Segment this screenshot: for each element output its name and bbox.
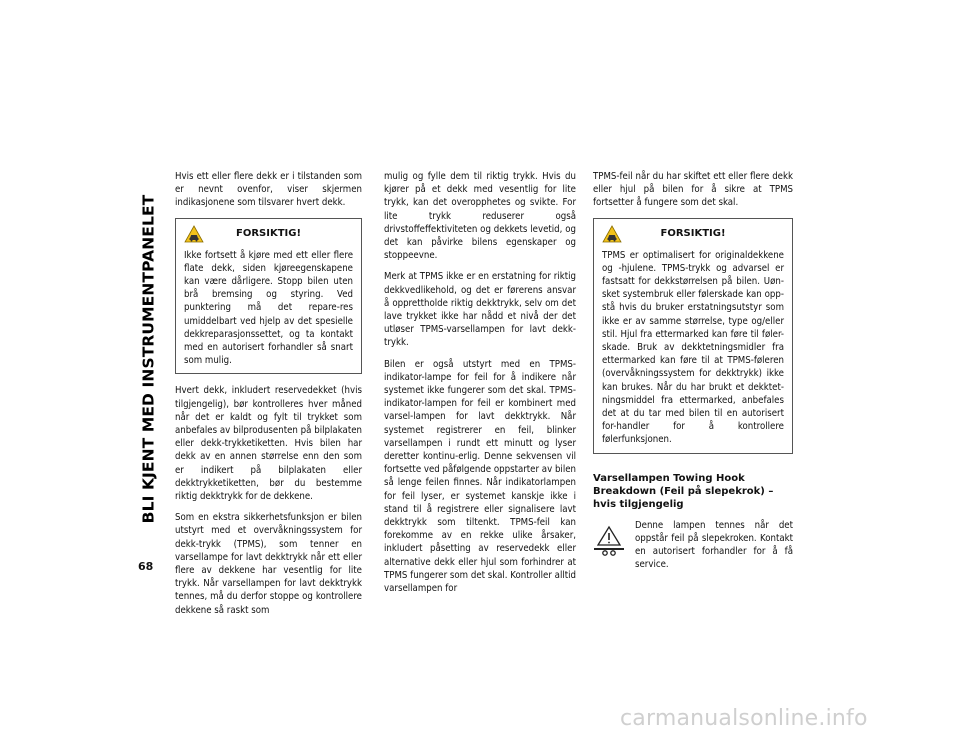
- warning-text: Ikke fortsett å kjøre med ett eller flere flate dekk, siden kjøreegenskapene kan være dårligere. Stopp bilen uten brå bremsing og styring. Ved punktering må det repare-res umiddelbart ved hjelp av det spesielle dekkreparasjonssettet, og ta kontakt med en autorisert forhandler så snart som mulig.: [184, 249, 353, 367]
- page-number: 68: [138, 560, 154, 573]
- warning-header: [602, 225, 784, 243]
- side-title-text: BLI KJENT MED INSTRUMENTPANELET: [139, 194, 157, 524]
- column-1: [175, 170, 362, 625]
- warning-box: [593, 218, 793, 454]
- column-2: [384, 170, 576, 603]
- warning-header: [184, 225, 353, 243]
- paragraph: Merk at TPMS ikke er en erstatning for riktig dekkvedlikehold, og det er førerens ansvar å opprettholde riktig dekktrykk, selv om det lave trykket ikke har nådd et nivå der det utløser TPMS-varsellampen for lavt dekk-trykk.: [384, 271, 576, 349]
- warning-title: FORSIKTIG!: [235, 228, 301, 240]
- side-section-title: [136, 162, 160, 556]
- paragraph: Hvis ett eller flere dekk er i tilstanden som er nevnt ovenfor, viser skjermen indikasjonene som tilsvarer hvert dekk.: [175, 171, 362, 209]
- paragraph: Som en ekstra sikkerhetsfunksjon er bilen utstyrt med et overvåkningssystem for dekk-trykk (TPMS), som tenner en varsellampe for lavt dekktrykk når ett eller flere av dekkene har vesentlig for lite trykk. Når varsellampen for lavt dekktrykk tennes, må du derfor stoppe og kontrollere dekkene så raskt som: [175, 512, 362, 616]
- caution-car-icon: [602, 225, 622, 243]
- warning-text: TPMS er optimalisert for originaldekkene og -hjulene. TPMS-trykk og advarsel er fastsatt for dekkstørrelsen på bilen. Uøn-sket systembruk eller følerskade kan opp-stå hvis du bruker erstatningsutstyr som ikke er av samme størrelse, type og/eller stil. Hjul fra ettermarked kan føre til føler-skade. Bruk av dekktetningsmidler fra ettermarked kan føre til at TPMS-føleren (overvåkningssystem for dekktrykk) ikke kan brukes. Når du har brukt et dekktet-ningsmiddel fra ettermarked, anbefales det at du tar med bilen til en autorisert for-handler for å kontrollere følerfunksjonen.: [602, 249, 784, 446]
- caution-car-icon: [184, 225, 204, 243]
- column-3: [593, 170, 793, 571]
- indicator-description: Denne lampen tennes når det oppstår feil på slepekroken. Kontakt en autorisert forhandler for å få service.: [635, 519, 793, 571]
- paragraph: Bilen er også utstyrt med en TPMS-indikator-lampe for feil for å indikere når systemet ikke fungerer som det skal. TPMS-indikator-lampen for feil er kombinert med varsel-lampen for lavt dekktrykk. Når systemet registrerer en feil, blinker varsellampen i rundt ett minutt og lyser deretter kontinu-erlig. Denne sekvensen vil fortsette ved påfølgende oppstarter av bilen så lenge feilen finnes. Når indikatorlampen for feil lyser, er systemet kanskje ikke i stand til å registrere eller signalisere lavt dekktrykk som tiltenkt. TPMS-feil kan forekomme av en rekke ulike årsaker, inkludert påsetting av reservedekk eller alternative dekk eller hjul som forhindrer at TPMS fungerer som det skal. Kontroller alltid varsellampen for: [384, 358, 576, 595]
- paragraph: TPMS-feil når du har skiftet ett eller flere dekk eller hjul på bilen for å sikre at TPMS fortsetter å fungere som det skal.: [593, 171, 793, 209]
- warning-title: FORSIKTIG!: [660, 228, 726, 240]
- section-heading: Varsellampen Towing Hook Breakdown (Feil på slepekrok) – hvis tilgjengelig: [593, 472, 774, 510]
- paragraph: mulig og fylle dem til riktig trykk. Hvis du kjører på et dekk med vesentlig for lite trykk, kan det overopphetes og svikte. For lite trykk reduserer også drivstoffeffektiviteten og dekkets levetid, og det kan påvirke bilens egenskaper og stoppeevne.: [384, 171, 576, 262]
- indicator-row: [593, 519, 793, 572]
- towing-hook-warning-icon: [593, 525, 625, 557]
- paragraph: Hvert dekk, inkludert reservedekket (hvis tilgjengelig), bør kontrolleres hver måned når det er kaldt og fylt til trykket som anbefales av bilprodusenten på bilplakaten eller dekk-trykketiketten. Hvis bilen har dekk av en annen størrelse enn den som er indikert på bilplakaten eller dekktrykketiketten, bør du bestemme riktig dekktrykk for de dekkene.: [175, 385, 362, 503]
- watermark: carmanualsonline.info: [620, 706, 868, 731]
- warning-box: [175, 218, 362, 375]
